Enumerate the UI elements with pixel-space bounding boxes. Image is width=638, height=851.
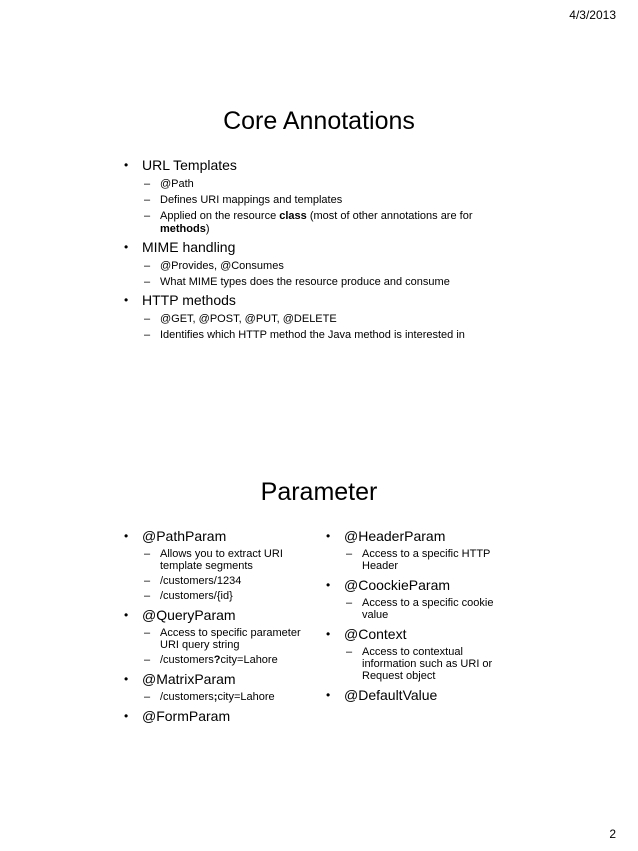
bullet-label: @DefaultValue: [344, 687, 438, 703]
slide-title-parameter: Parameter: [260, 478, 378, 506]
sub-list: [344, 646, 520, 682]
bullet-icon: •: [326, 529, 331, 543]
bullet-item: [118, 238, 518, 289]
dash-icon: –: [144, 691, 151, 703]
bullet-icon: •: [326, 627, 331, 641]
sub-text: /customers: [160, 691, 214, 703]
sub-item: [344, 646, 520, 682]
sub-text: ): [205, 223, 210, 235]
emphasis-text: class: [279, 210, 307, 222]
bullet-icon: •: [124, 608, 129, 622]
dash-icon: –: [144, 654, 151, 666]
bullet-label: @QueryParam: [142, 607, 236, 623]
sub-text: @Provides, @Consumes: [160, 260, 284, 272]
emphasis-text: ?: [213, 654, 221, 666]
bullet-list: [320, 527, 520, 704]
sub-text: Access to a specific cookie value: [362, 597, 494, 621]
sub-item: [142, 276, 518, 289]
sub-list: [344, 597, 520, 621]
bullet-icon: •: [124, 709, 129, 723]
sub-text: @Path: [160, 178, 194, 190]
dash-icon: –: [144, 210, 151, 222]
dash-icon: –: [144, 178, 151, 190]
bullet-item: [118, 527, 308, 602]
sub-item: [142, 178, 518, 191]
parameter-right-column: [320, 523, 520, 704]
sub-text: Access to a specific HTTP Header: [362, 548, 491, 572]
bullet-item: [118, 707, 308, 725]
bullet-icon: •: [326, 688, 331, 702]
bullet-icon: •: [124, 158, 129, 172]
bullet-item: [118, 606, 308, 666]
sub-item: [142, 548, 308, 572]
bullet-label: HTTP methods: [142, 292, 236, 308]
sub-item: [142, 329, 518, 342]
bullet-icon: •: [124, 293, 129, 307]
sub-text: Identifies which HTTP method the Java method is interested in: [160, 329, 465, 341]
sub-item: [142, 575, 308, 587]
sub-item: [142, 627, 308, 651]
bullet-item: [118, 156, 518, 236]
dash-icon: –: [144, 590, 151, 602]
sub-item: [344, 548, 520, 572]
slide-title-core-annotations: Core Annotations: [223, 107, 415, 135]
bullet-item: [118, 670, 308, 703]
sub-list: [344, 548, 520, 572]
bullet-item: [320, 625, 520, 682]
bullet-icon: •: [124, 240, 129, 254]
sub-text: /customers: [160, 654, 214, 666]
sub-list: [142, 691, 308, 703]
page-number: 2: [609, 827, 616, 841]
sub-text: Access to specific parameter URI query string: [160, 627, 301, 651]
dash-icon: –: [346, 548, 353, 560]
dash-icon: –: [346, 597, 353, 609]
sub-list: [142, 627, 308, 666]
sub-text: @GET, @POST, @PUT, @DELETE: [160, 313, 337, 325]
sub-list: [142, 260, 518, 289]
dash-icon: –: [144, 627, 151, 639]
sub-item: [142, 691, 308, 703]
bullet-list: [118, 156, 518, 342]
bullet-icon: •: [124, 672, 129, 686]
dash-icon: –: [144, 194, 151, 206]
sub-item: [142, 590, 308, 602]
dash-icon: –: [144, 329, 151, 341]
emphasis-text: ;: [213, 691, 218, 703]
sub-item: [142, 313, 518, 326]
sub-text: Access to contextual information such as URI or Request object: [362, 646, 493, 682]
bullet-list: [118, 527, 308, 725]
bullet-label: @MatrixParam: [142, 671, 236, 687]
bullet-label: @PathParam: [142, 528, 227, 544]
sub-text: city=Lahore: [220, 654, 278, 666]
bullet-label: @Context: [344, 626, 407, 642]
sub-text: (most of other annotations are for: [306, 210, 473, 222]
dash-icon: –: [144, 276, 151, 288]
sub-text: Applied on the resource: [160, 210, 280, 222]
bullet-label: @CoockieParam: [344, 577, 451, 593]
dash-icon: –: [144, 260, 151, 272]
sub-list: [142, 548, 308, 602]
dash-icon: –: [144, 548, 151, 560]
page-date: 4/3/2013: [569, 8, 616, 22]
sub-list: [142, 178, 518, 236]
bullet-label: MIME handling: [142, 239, 236, 255]
bullet-icon: •: [124, 529, 129, 543]
sub-item: [142, 210, 518, 236]
dash-icon: –: [144, 575, 151, 587]
bullet-label: @FormParam: [142, 708, 231, 724]
sub-text: city=Lahore: [217, 691, 275, 703]
bullet-item: [118, 291, 518, 342]
bullet-icon: •: [326, 578, 331, 592]
dash-icon: –: [144, 313, 151, 325]
dash-icon: –: [346, 646, 353, 658]
core-annotations-list: [118, 154, 518, 342]
sub-list: [142, 313, 518, 342]
sub-item: [142, 194, 518, 207]
bullet-item: [320, 527, 520, 572]
sub-text: Defines URI mappings and templates: [160, 194, 343, 206]
sub-text: /customers/{id}: [160, 590, 233, 602]
sub-text: What MIME types does the resource produce and consume: [160, 276, 450, 288]
sub-item: [344, 597, 520, 621]
bullet-label: @HeaderParam: [344, 528, 446, 544]
sub-text: Allows you to extract URI template segments: [160, 548, 283, 572]
bullet-item: [320, 576, 520, 621]
sub-item: [142, 654, 308, 666]
parameter-left-column: [118, 523, 308, 725]
sub-text: /customers/1234: [160, 575, 242, 587]
bullet-item: [320, 686, 520, 704]
emphasis-text: methods: [160, 223, 206, 235]
bullet-label: URL Templates: [142, 157, 237, 173]
sub-item: [142, 260, 518, 273]
